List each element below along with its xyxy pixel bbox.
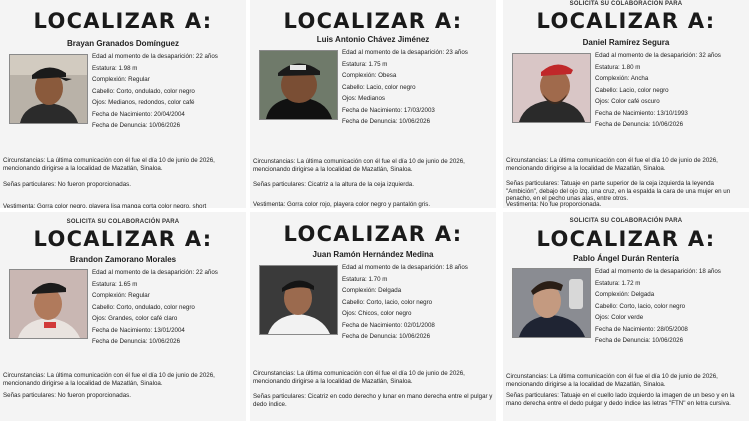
clothing: Vestimenta: Gorra color rojo, playera color negro y pantalón gris.	[253, 201, 431, 208]
hair: Cabello: Corto, lacio, color negro	[342, 298, 433, 306]
report-date: Fecha de Denuncia: 10/06/2026	[342, 333, 431, 340]
person-details	[92, 267, 242, 348]
hair: Cabello: Lacio, color negro	[595, 86, 669, 94]
birth-date: Fecha de Nacimiento: 20/04/2004	[92, 110, 185, 118]
person-details	[342, 262, 492, 343]
person-details	[595, 266, 745, 347]
missing-person-card	[250, 212, 496, 421]
distinguishing-marks: Señas particulares: No fueron proporcionadas.	[3, 181, 131, 188]
age: Edad al momento de la desaparición: 18 años	[342, 264, 468, 271]
build: Complexión: Delgada	[342, 287, 402, 294]
hair: Cabello: Corto, ondulado, color negro	[92, 303, 195, 311]
distinguishing-marks: Señas particulares: No fueron proporcionadas.	[3, 392, 131, 399]
age: Edad al momento de la desaparición: 32 años	[595, 52, 721, 59]
age: Edad al momento de la desaparición: 18 años	[595, 268, 721, 275]
hair: Cabello: Corto, lacio, color negro	[595, 302, 686, 310]
person-photo	[512, 268, 591, 338]
subtitle: SOLICITA SU COLABORACIÓN PARA	[569, 218, 683, 224]
person-name: Luis Antonio Chávez Jiménez	[316, 35, 430, 44]
subtitle: SOLICITA SU COLABORACIÓN PARA	[66, 219, 180, 225]
circumstances: Circunstancias: La última comunicación con él fue el día 10 de junio de 2026, mencionando dirigirse a la localidad de Mazatlán, Sinaloa.	[3, 157, 215, 172]
report-date: Fecha de Denuncia: 10/06/2026	[595, 337, 684, 344]
report-date: Fecha de Denuncia: 10/06/2026	[92, 338, 181, 345]
birth-date: Fecha de Nacimiento: 17/03/2003	[342, 106, 435, 114]
circumstances: Circunstancias: La última comunicación con él fue el día 10 de junio de 2026, mencionando dirigirse a la localidad de Mazatlán, Sinaloa.	[3, 372, 215, 387]
person-details	[595, 50, 745, 131]
eyes: Ojos: Medianos	[342, 95, 385, 102]
hair: Cabello: Corto, ondulado, color negro	[92, 87, 195, 95]
headline: LOCALIZAR A:	[536, 9, 716, 33]
birth-date: Fecha de Nacimiento: 02/01/2008	[342, 321, 435, 329]
missing-person-card	[0, 0, 246, 208]
person-name: Pablo Ángel Durán Rentería	[573, 254, 679, 263]
distinguishing-marks: Señas particulares: Tatuaje en parte superior de la ceja izquierda la leyenda "Ambición", debajo del ojo izq. una cruz, en la espalda la cara de una mujer en un penacho, en el pecho unas alas, entre otros.	[506, 180, 731, 203]
build: Complexión: Obesa	[342, 72, 397, 79]
eyes: Ojos: Medianos, redondos, color café	[92, 99, 195, 106]
build: Complexión: Delgada	[595, 291, 655, 298]
clothing: Vestimenta: No fue proporcionada.	[506, 201, 602, 208]
person-details	[92, 51, 242, 132]
birth-date: Fecha de Nacimiento: 13/01/2004	[92, 326, 185, 334]
height: Estatura: 1.80 m	[595, 63, 641, 71]
headline: LOCALIZAR A:	[536, 227, 716, 251]
height: Estatura: 1.65 m	[92, 280, 138, 288]
person-photo	[259, 50, 338, 120]
report-date: Fecha de Denuncia: 10/06/2026	[595, 121, 684, 128]
person-photo	[259, 265, 338, 335]
circumstances: Circunstancias: La última comunicación con él fue el día 10 de junio de 2026, mencionando dirigirse a la localidad de Mazatlán, Sinaloa.	[253, 158, 465, 173]
headline: LOCALIZAR A:	[283, 222, 463, 246]
subtitle: SOLICITA SU COLABORACIÓN PARA	[569, 1, 683, 7]
age: Edad al momento de la desaparición: 22 años	[92, 269, 218, 276]
eyes: Ojos: Color verde	[595, 314, 644, 321]
circumstances: Circunstancias: La última comunicación con él fue el día 10 de junio de 2026, mencionando dirigirse a la localidad de Mazatlán, Sinaloa.	[506, 373, 718, 388]
headline: LOCALIZAR A:	[33, 9, 213, 33]
person-name: Daniel Ramírez Segura	[582, 38, 670, 47]
clothing: Vestimenta: Gorra color negro, playera lisa manga corta color negro, short	[3, 203, 207, 208]
eyes: Ojos: Chicos, color negro	[342, 310, 412, 317]
build: Complexión: Regular	[92, 292, 150, 299]
height: Estatura: 1.75 m	[342, 60, 388, 68]
person-photo	[9, 54, 88, 124]
age: Edad al momento de la desaparición: 23 años	[342, 49, 468, 56]
headline: LOCALIZAR A:	[33, 227, 213, 251]
birth-date: Fecha de Nacimiento: 28/05/2008	[595, 325, 688, 333]
circumstances: Circunstancias: La última comunicación con él fue el día 10 de junio de 2026, mencionando dirigirse a la localidad de Mazatlán, Sinaloa.	[253, 370, 465, 385]
eyes: Ojos: Color café oscuro	[595, 98, 660, 105]
height: Estatura: 1.98 m	[92, 64, 138, 72]
person-photo	[9, 269, 88, 339]
height: Estatura: 1.72 m	[595, 279, 641, 287]
birth-date: Fecha de Nacimiento: 13/10/1993	[595, 109, 688, 117]
report-date: Fecha de Denuncia: 10/06/2026	[92, 122, 181, 129]
missing-person-card	[503, 0, 749, 208]
headline: LOCALIZAR A:	[283, 9, 463, 33]
person-details	[342, 47, 492, 128]
age: Edad al momento de la desaparición: 22 años	[92, 53, 218, 60]
build: Complexión: Ancha	[595, 75, 649, 82]
person-name: Brayan Granados Domínguez	[66, 39, 180, 48]
circumstances: Circunstancias: La última comunicación con él fue el día 10 de junio de 2026, mencionando dirigirse a la localidad de Mazatlán, Sinaloa.	[506, 157, 718, 172]
height: Estatura: 1.70 m	[342, 275, 388, 283]
person-photo	[512, 53, 591, 123]
distinguishing-marks: Señas particulares: Cicatriz a la altura de la ceja izquierda.	[253, 181, 414, 188]
missing-person-card	[503, 212, 749, 421]
report-date: Fecha de Denuncia: 10/06/2026	[342, 118, 431, 125]
build: Complexión: Regular	[92, 76, 150, 83]
distinguishing-marks: Señas particulares: Tatuaje en el cuello lado izquierdo la imagen de un beso y en la mano derecha entre el dedo pulgar y dedo índice las letras "FTN" en letra cursiva.	[506, 392, 735, 407]
person-name: Brandon Zamorano Morales	[69, 255, 177, 264]
hair: Cabello: Lacio, color negro	[342, 83, 416, 91]
missing-person-card	[250, 0, 496, 208]
eyes: Ojos: Grandes, color café claro	[92, 315, 178, 322]
distinguishing-marks: Señas particulares: Cicatriz en codo derecho y lunar en mano derecha entre el pulgar y dedo índice.	[253, 393, 493, 408]
missing-person-card	[0, 212, 246, 421]
person-name: Juan Ramón Hernández Medina	[312, 250, 434, 259]
